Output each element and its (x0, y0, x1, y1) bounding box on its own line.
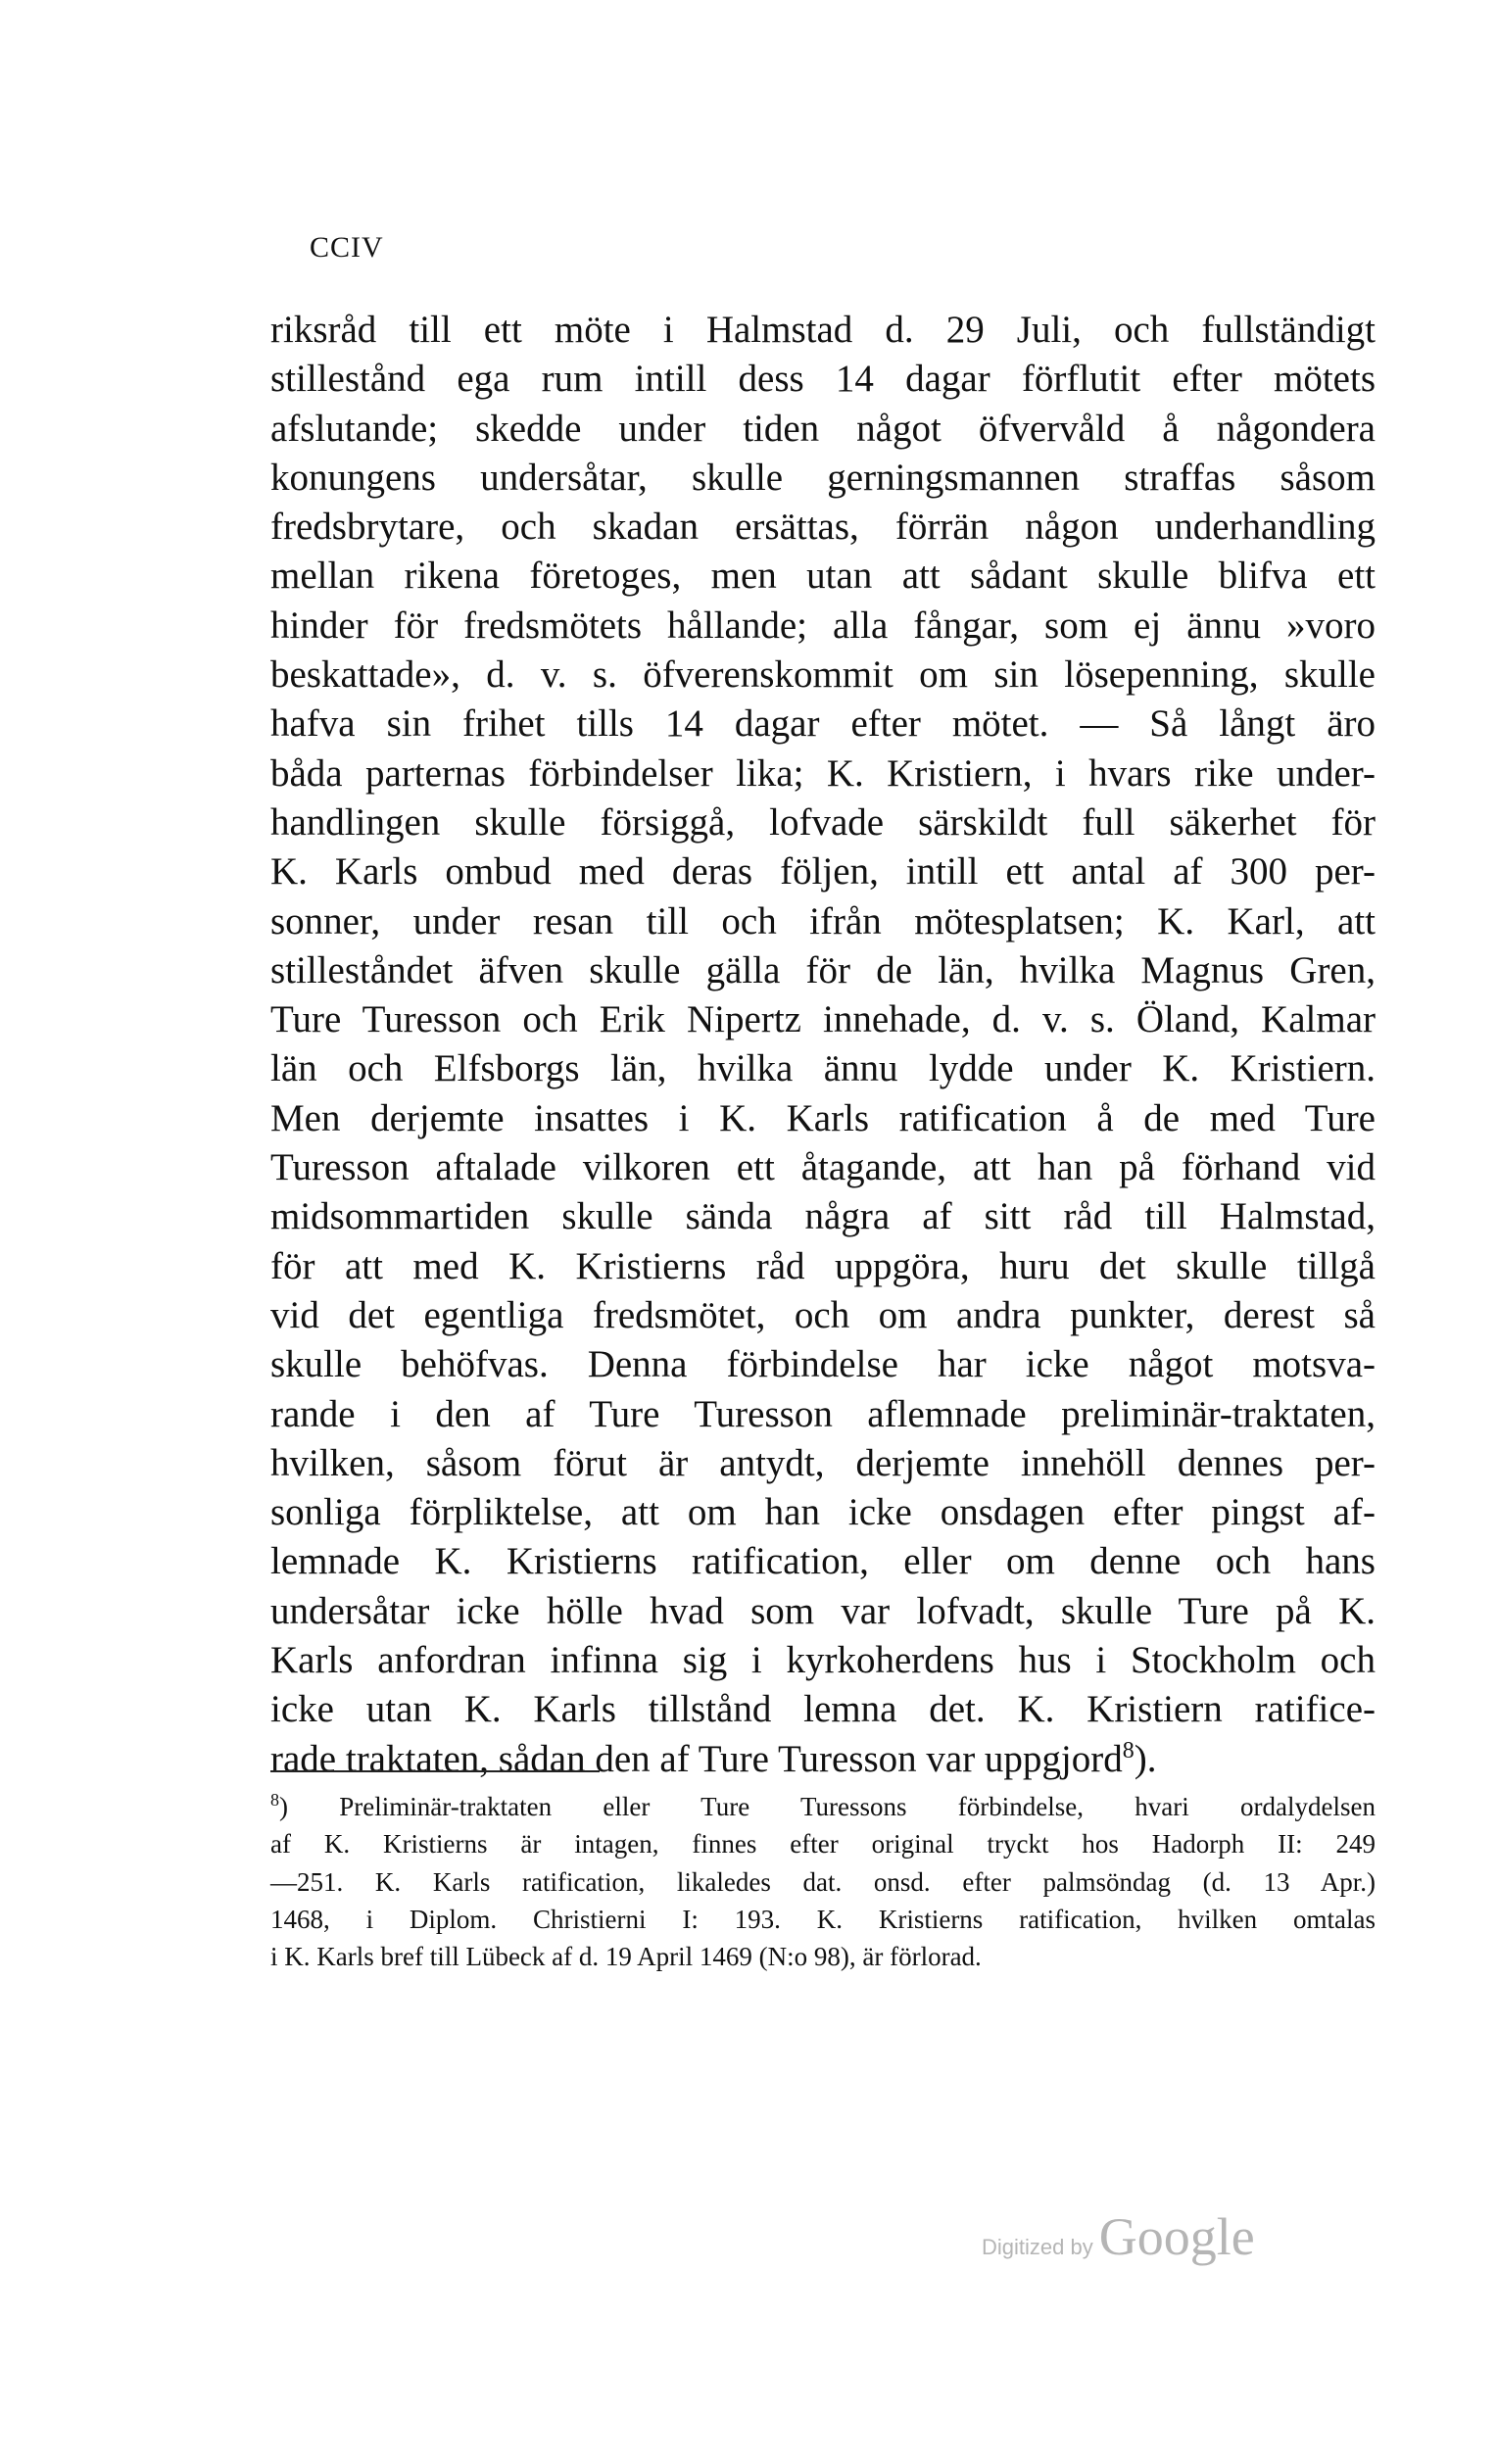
body-line: afslutande; skedde under tiden något öfvervåld å någondera (270, 407, 1376, 450)
body-line: rande i den af Ture Turesson aflemnade preliminär-traktaten, (270, 1392, 1376, 1435)
body-line: sonliga förpliktelse, att om han icke onsdagen efter pingst af- (270, 1491, 1376, 1534)
body-text (270, 306, 1376, 1784)
body-line: K. Karls ombud med deras följen, intill ett antal af 300 per- (270, 850, 1376, 894)
body-line: icke utan K. Karls tillstånd lemna det. K. Kristiern ratifice- (270, 1688, 1376, 1731)
body-line: sonner, under resan till och ifrån mötesplatsen; K. Karl, att (270, 899, 1376, 942)
footnote-line (270, 1788, 1376, 1825)
footnote (270, 1788, 1376, 1975)
body-line: hinder för fredsmötets hållande; alla fångar, som ej ännu »voro (270, 604, 1376, 647)
body-line: skulle behöfvas. Denna förbindelse har icke något motsva- (270, 1343, 1376, 1386)
body-line: båda parternas förbindelser lika; K. Kristiern, i hvars rike under- (270, 751, 1376, 795)
body-line: Turesson aftalade vilkoren ett åtagande, att han på förhand vid (270, 1146, 1376, 1189)
body-line: fredsbrytare, och skadan ersättas, förrän någon underhandling (270, 506, 1376, 549)
page-number: CCIV (310, 231, 384, 264)
digitized-watermark (982, 2206, 1255, 2267)
body-line: beskattade», d. v. s. öfverenskommit om sin lösepenning, skulle (270, 653, 1376, 697)
body-line: hafva sin frihet tills 14 dagar efter mötet. — Så långt äro (270, 702, 1376, 746)
footnote-marker: 8 (270, 1790, 279, 1810)
footnote-line: af K. Kristierns är intagen, finnes efter original tryckt hos Hadorph II: 249 (270, 1829, 1376, 1860)
body-line: lemnade K. Kristierns ratification, eller om denne och hans (270, 1540, 1376, 1583)
watermark-brand: Google (1098, 2207, 1255, 2266)
body-line-last-text: rade traktaten, sådan den af Ture Turesson var uppgjord (270, 1737, 1123, 1780)
watermark-prefix: Digitized by (982, 2235, 1093, 2259)
body-line: stilleståndet äfven skulle gälla för de län, hvilka Magnus Gren, (270, 948, 1376, 991)
body-line: Ture Turesson och Erik Nipertz innehade, d. v. s. Öland, Kalmar (270, 998, 1376, 1041)
body-line: Karls anfordran infinna sig i kyrkoherdens hus i Stockholm och (270, 1639, 1376, 1682)
body-line: hvilken, såsom förut är antydt, derjemte innehöll dennes per- (270, 1441, 1376, 1484)
body-line-last (270, 1735, 1376, 1784)
body-line-last-suffix: ). (1134, 1737, 1157, 1780)
body-line: konungens undersåtar, skulle gerningsmannen straffas såsom (270, 456, 1376, 499)
body-line: midsommartiden skulle sända några af sitt råd till Halmstad, (270, 1195, 1376, 1238)
footnote-divider (270, 1770, 600, 1772)
body-line: stillestånd ega rum intill dess 14 dagar förflutit efter mötets (270, 358, 1376, 401)
footnote-line: —251. K. Karls ratification, likaledes dat. onsd. efter palmsöndag (d. 13 Apr.) (270, 1866, 1376, 1897)
body-line: handlingen skulle försiggå, lofvade särskildt full säkerhet för (270, 800, 1376, 844)
body-line: vid det egentliga fredsmötet, och om andra punkter, derest så (270, 1293, 1376, 1336)
body-line: Men derjemte insattes i K. Karls ratification å de med Ture (270, 1096, 1376, 1139)
body-line: undersåtar icke hölle hvad som var lofvadt, skulle Ture på K. (270, 1589, 1376, 1632)
body-line: mellan rikena företoges, men utan att sådant skulle blifva ett (270, 555, 1376, 598)
body-line: riksråd till ett möte i Halmstad d. 29 Juli, och fullständigt (270, 309, 1376, 351)
footnote-line-text: ) Preliminär-traktaten eller Ture Turessons förbindelse, hvari ordalydelsen (279, 1792, 1376, 1821)
body-line: län och Elfsborgs län, hvilka ännu lydde under K. Kristiern. (270, 1047, 1376, 1090)
body-line: för att med K. Kristierns råd uppgöra, huru det skulle tillgå (270, 1244, 1376, 1287)
footnote-line: 1468, i Diplom. Christierni I: 193. K. Kristierns ratification, hvilken omtalas (270, 1904, 1376, 1934)
footnote-line: i K. Karls bref till Lübeck af d. 19 April 1469 (N:o 98), är förlorad. (270, 1942, 982, 1972)
note-reference[interactable]: 8 (1122, 1737, 1135, 1763)
